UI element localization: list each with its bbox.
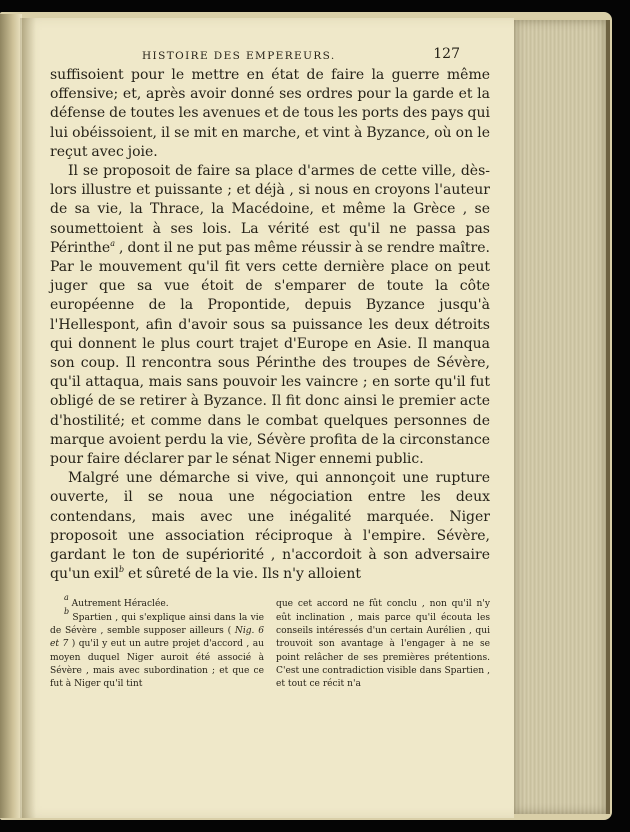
footnote-ref-b[interactable]: b	[118, 565, 125, 575]
paragraph-1	[50, 66, 490, 162]
footnote-mark-b: b	[64, 606, 70, 616]
running-title: HISTOIRE DES EMPEREURS.	[142, 50, 336, 62]
page-fore-edge	[514, 20, 610, 814]
footnote-b-text-1: Spartien , qui s'explique ainsi dans la vie de Sévère , semble supposer ailleurs (	[50, 612, 264, 637]
footnote-column-1	[50, 593, 264, 691]
paragraph-3-text-b: et sûreté de la vie. Ils n'y alloient	[124, 566, 361, 583]
paragraph-3-text-a: Malgré une démarche si vive, qui annonçoit une rupture ouverte, il se noua une négociation entre les deux contendans, mais avec une inégalité marquée. Niger proposoit une association réciproque à l'empire. Sévère, gardant le ton de supériorité , n'accordoit à son adversaire qu'un exil	[50, 470, 490, 583]
body-text	[50, 66, 490, 584]
paragraph-2-text-a: Il se proposoit de faire sa place d'armes de cette ville, dès-lors illustre et puissante ; et déjà , si nous en croyons l'auteur de sa vie, la Thrace, la Macédoine, et même la Grèce , se soumettoient à ses lois. La vérité est qu'il ne passa pas Périnthe	[50, 163, 490, 256]
paragraph-3	[50, 469, 490, 584]
footnote-b-reference: Nig. 6 et 7	[50, 626, 264, 650]
footnote-ref-a[interactable]: a	[110, 238, 115, 248]
footnote-b-text-2: ) qu'il y eut un autre projet d'accord , au moyen duquel Niger auroit été associé à Sévère , mais avec subordination ; et que ce fut à Niger qu'il tint	[50, 639, 264, 690]
footnotes	[50, 593, 490, 691]
footnote-a	[50, 593, 264, 611]
footnote-b-continued: que cet accord ne fût conclu , non qu'il n'y eût inclination , mais parce qu'il écouta les conseils intéressés d'un certain Aurélien , qui trouvoit son avantage à l'engager à ne se point relâcher de ses premières prétentions. C'est une contradiction visible dans Spartien , et tout ce récit n'a	[276, 599, 490, 690]
footnote-mark-a: a	[64, 593, 69, 603]
left-page-gutter	[0, 14, 22, 818]
footnote-b	[50, 606, 264, 692]
page-number: 127	[433, 46, 460, 62]
page-content	[50, 42, 490, 692]
paragraph-2	[50, 162, 490, 469]
paragraph-1-text: suffisoient pour le mettre en état de faire la guerre même offensive; et, après avoir donné ses ordres pour la garde et la défense de toutes les avenues et de tous les ports des pays qui lui obéissoient, il se mit en marche, et vint à Byzance, où on le reçut avec joie.	[50, 67, 490, 160]
running-head	[50, 42, 490, 64]
footnote-column-2	[276, 598, 490, 691]
paragraph-2-text-b: , dont il ne put pas même réussir à se rendre maître. Par le mouvement qu'il fit vers cette dernière place on peut juger que sa vue étoit de s'emparer de toute la côte européenne de la Propontide, depuis Byzance jusqu'à l'Hellespont, afin d'avoir sous sa puissance les deux détroits qui donnent le plus court trajet d'Europe en Asie. Il manqua son coup. Il rencontra sous Périnthe des troupes de Sévère, qu'il attaqua, mais sans pouvoir les vaincre ; en sorte qu'il fut obligé de se retirer à Byzance. Il fit donc ainsi le premier acte d'hostilité; et comme dans le combat quelques personnes de marque avoient perdu la vie, Sévère profita de la circonstance pour faire déclarer par le sénat Niger ennemi public.	[50, 239, 490, 468]
spine-shadow	[22, 18, 36, 818]
footnote-a-text: Autrement Héraclée.	[68, 599, 169, 610]
